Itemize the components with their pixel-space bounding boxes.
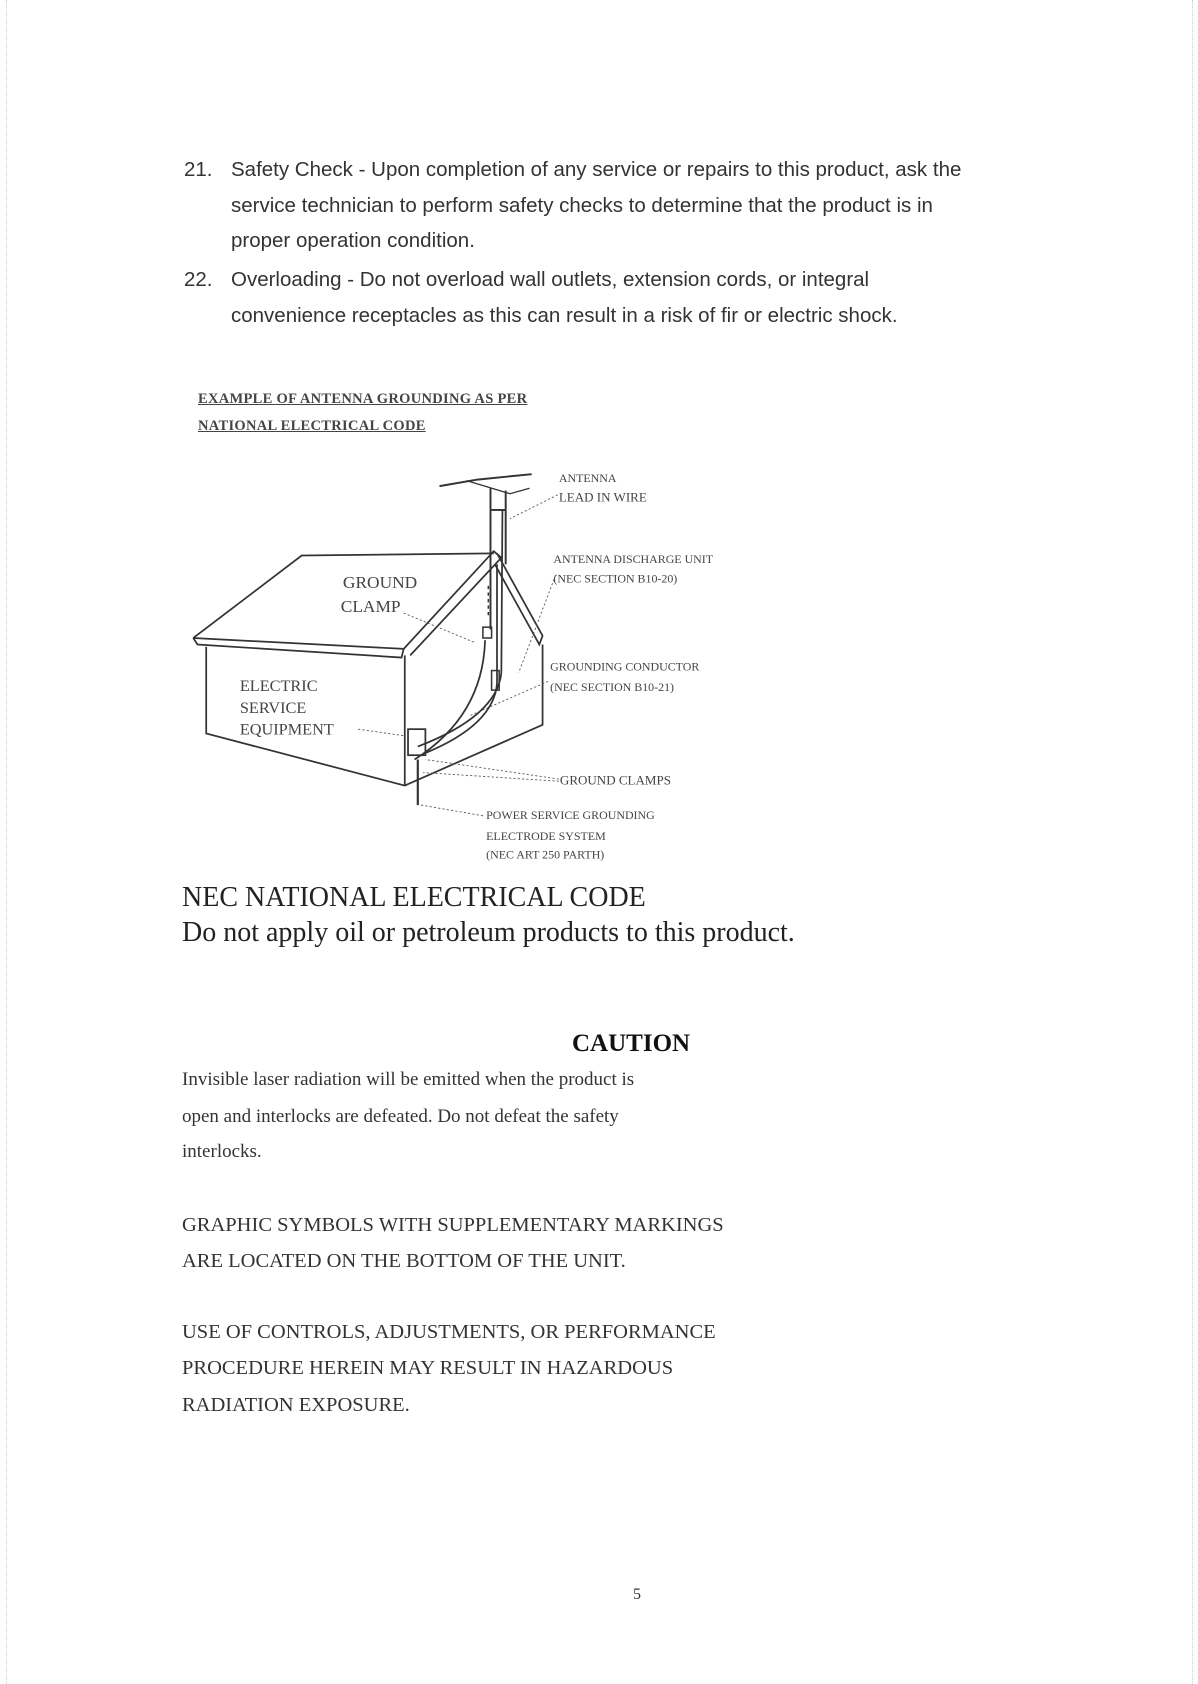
label-electric-service: ELECTRIC: [239, 677, 318, 696]
label-discharge-section: (NEC SECTION B10-20): [553, 571, 678, 586]
label-electric-service: SERVICE: [239, 698, 307, 717]
label-ground-clamp: GROUND: [342, 573, 418, 593]
label-ground-clamps: GROUND CLAMPS: [559, 772, 671, 788]
item-line: Safety Check - Upon completion of any service or repairs to this product, ask the: [231, 158, 962, 181]
label-lead-in-wire: LEAD IN WIRE: [558, 489, 647, 505]
diagram-title-line: EXAMPLE OF ANTENNA GROUNDING AS PER: [198, 391, 528, 407]
controls-warning-line: PROCEDURE HEREIN MAY RESULT IN HAZARDOUS: [182, 1357, 674, 1379]
label-ground-clamp: CLAMP: [340, 596, 401, 616]
item-line: proper operation condition.: [231, 229, 475, 252]
caution-line: interlocks.: [182, 1141, 262, 1162]
controls-warning-line: USE OF CONTROLS, ADJUSTMENTS, OR PERFORMANCE: [182, 1321, 716, 1343]
nec-heading: NEC NATIONAL ELECTRICAL CODE: [182, 882, 646, 913]
label-antenna: ANTENNA: [558, 470, 617, 485]
oil-warning: Do not apply oil or petroleum products to this product.: [182, 917, 795, 948]
caution-line: Invisible laser radiation will be emitted when the product is: [182, 1069, 635, 1090]
label-power-service: ELECTRODE SYSTEM: [486, 828, 606, 843]
lead-in-wire: [415, 510, 503, 760]
graphic-symbols-line: ARE LOCATED ON THE BOTTOM OF THE UNIT.: [182, 1250, 626, 1272]
page-number: 5: [633, 1586, 641, 1603]
caution-title: CAUTION: [572, 1030, 691, 1057]
diagram-title-line: NATIONAL ELECTRICAL CODE: [198, 418, 426, 434]
item-line: service technician to perform safety checks to determine that the product is in: [231, 194, 933, 217]
item-line: convenience receptacles as this can result in a risk of fir or electric shock.: [231, 304, 898, 327]
caution-line: open and interlocks are defeated. Do not defeat the safety: [182, 1106, 619, 1127]
label-grounding-conductor: GROUNDING CONDUCTOR: [550, 659, 700, 674]
item-number: 21.: [184, 158, 213, 181]
item-line: Overloading - Do not overload wall outlets, extension cords, or integral: [231, 268, 870, 291]
label-discharge-unit: ANTENNA DISCHARGE UNIT: [553, 552, 714, 567]
label-conductor-section: (NEC SECTION B10-21): [550, 680, 675, 695]
leader-lines: [358, 495, 559, 816]
graphic-symbols-line: GRAPHIC SYMBOLS WITH SUPPLEMENTARY MARKINGS: [182, 1214, 724, 1236]
label-electric-service: EQUIPMENT: [239, 720, 334, 739]
label-power-service: (NEC ART 250 PARTH): [486, 847, 605, 862]
controls-warning-line: RADIATION EXPOSURE.: [182, 1394, 410, 1416]
electric-service-box: [408, 729, 425, 755]
label-power-service: POWER SERVICE GROUNDING: [486, 808, 655, 823]
item-number: 22.: [184, 268, 213, 291]
